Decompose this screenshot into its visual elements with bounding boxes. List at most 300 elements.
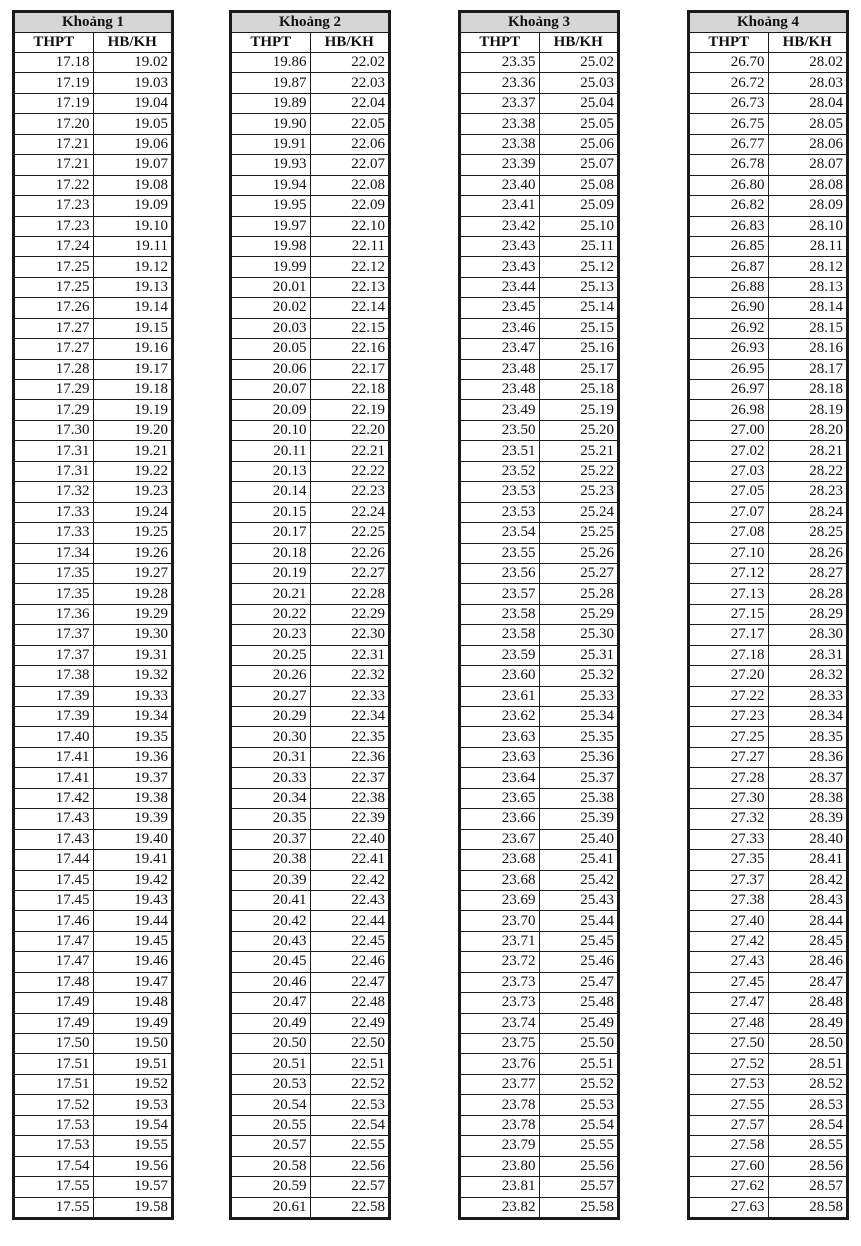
- table-row: [15, 1136, 172, 1156]
- table-row: [15, 850, 172, 870]
- cell-thpt: 20.45: [232, 952, 311, 972]
- cell-thpt: 23.69: [461, 890, 540, 910]
- table-row: [232, 1115, 389, 1135]
- table-row: [690, 1074, 847, 1094]
- cell-thpt: 17.21: [15, 134, 94, 154]
- cell-thpt: 17.45: [15, 870, 94, 890]
- cell-hbkh: 22.10: [310, 216, 389, 236]
- table-row: [15, 1074, 172, 1094]
- cell-hbkh: 28.13: [768, 277, 847, 297]
- cell-hbkh: 19.46: [93, 952, 172, 972]
- cell-hbkh: 19.19: [93, 400, 172, 420]
- cell-thpt: 27.38: [690, 890, 769, 910]
- cell-thpt: 17.27: [15, 339, 94, 359]
- cell-thpt: 17.18: [15, 53, 94, 73]
- cell-hbkh: 28.49: [768, 1013, 847, 1033]
- table-row: [232, 645, 389, 665]
- table-row: [232, 155, 389, 175]
- column-header-thpt: THPT: [461, 33, 540, 53]
- cell-thpt: 23.74: [461, 1013, 540, 1033]
- cell-thpt: 17.48: [15, 972, 94, 992]
- cell-thpt: 27.47: [690, 993, 769, 1013]
- table-row: [690, 461, 847, 481]
- table-row: [232, 461, 389, 481]
- cell-thpt: 26.83: [690, 216, 769, 236]
- table-row: [15, 686, 172, 706]
- cell-hbkh: 28.03: [768, 73, 847, 93]
- cell-thpt: 17.41: [15, 747, 94, 767]
- table-row: [232, 604, 389, 624]
- table-row: [232, 1177, 389, 1197]
- table-row: [15, 1156, 172, 1176]
- cell-hbkh: 22.07: [310, 155, 389, 175]
- cell-thpt: 23.81: [461, 1177, 540, 1197]
- cell-thpt: 20.06: [232, 359, 311, 379]
- table-row: [690, 277, 847, 297]
- table-row: [15, 666, 172, 686]
- table-row: [461, 931, 618, 951]
- cell-hbkh: 22.57: [310, 1177, 389, 1197]
- cell-hbkh: 25.45: [539, 931, 618, 951]
- cell-thpt: 23.57: [461, 584, 540, 604]
- cell-thpt: 27.50: [690, 1034, 769, 1054]
- cell-hbkh: 28.08: [768, 175, 847, 195]
- cell-hbkh: 22.15: [310, 318, 389, 338]
- cell-thpt: 23.47: [461, 339, 540, 359]
- panel-khoang-1: [12, 10, 174, 1220]
- cell-thpt: 27.10: [690, 543, 769, 563]
- table-row: [690, 134, 847, 154]
- cell-hbkh: 22.44: [310, 911, 389, 931]
- cell-hbkh: 28.28: [768, 584, 847, 604]
- table-row: [15, 625, 172, 645]
- table-row: [15, 236, 172, 256]
- table-row: [461, 952, 618, 972]
- table-row: [461, 727, 618, 747]
- cell-thpt: 27.20: [690, 666, 769, 686]
- cell-hbkh: 19.38: [93, 788, 172, 808]
- table-row: [232, 53, 389, 73]
- table-row: [690, 359, 847, 379]
- cell-hbkh: 28.45: [768, 931, 847, 951]
- table-body: [232, 53, 389, 1218]
- cell-hbkh: 28.52: [768, 1074, 847, 1094]
- cell-hbkh: 22.16: [310, 339, 389, 359]
- cell-hbkh: 22.26: [310, 543, 389, 563]
- table-row: [461, 707, 618, 727]
- cell-thpt: 17.33: [15, 502, 94, 522]
- cell-thpt: 17.31: [15, 461, 94, 481]
- cell-thpt: 20.26: [232, 666, 311, 686]
- cell-thpt: 19.87: [232, 73, 311, 93]
- table-row: [461, 298, 618, 318]
- table-row: [461, 809, 618, 829]
- cell-hbkh: 19.49: [93, 1013, 172, 1033]
- cell-thpt: 27.42: [690, 931, 769, 951]
- cell-thpt: 23.80: [461, 1156, 540, 1176]
- table-row: [690, 114, 847, 134]
- cell-thpt: 17.46: [15, 911, 94, 931]
- cell-thpt: 23.58: [461, 604, 540, 624]
- score-table: [689, 12, 847, 1218]
- table-row: [15, 563, 172, 583]
- table-row: [690, 420, 847, 440]
- cell-thpt: 23.78: [461, 1095, 540, 1115]
- table-row: [690, 175, 847, 195]
- cell-thpt: 27.15: [690, 604, 769, 624]
- cell-hbkh: 28.33: [768, 686, 847, 706]
- cell-thpt: 23.38: [461, 114, 540, 134]
- cell-thpt: 17.49: [15, 993, 94, 1013]
- table-row: [232, 257, 389, 277]
- table-row: [690, 625, 847, 645]
- table-row: [461, 1013, 618, 1033]
- cell-hbkh: 25.23: [539, 482, 618, 502]
- table-row: [461, 277, 618, 297]
- cell-thpt: 17.24: [15, 236, 94, 256]
- cell-hbkh: 28.07: [768, 155, 847, 175]
- cell-hbkh: 19.37: [93, 768, 172, 788]
- cell-thpt: 17.49: [15, 1013, 94, 1033]
- cell-thpt: 20.58: [232, 1156, 311, 1176]
- table-row: [232, 298, 389, 318]
- cell-thpt: 20.15: [232, 502, 311, 522]
- cell-hbkh: 22.31: [310, 645, 389, 665]
- cell-hbkh: 22.56: [310, 1156, 389, 1176]
- cell-hbkh: 19.23: [93, 482, 172, 502]
- cell-hbkh: 28.48: [768, 993, 847, 1013]
- table-row: [690, 543, 847, 563]
- cell-thpt: 27.00: [690, 420, 769, 440]
- cell-hbkh: 25.22: [539, 461, 618, 481]
- cell-thpt: 20.07: [232, 380, 311, 400]
- table-row: [690, 1054, 847, 1074]
- cell-hbkh: 19.42: [93, 870, 172, 890]
- table-row: [461, 53, 618, 73]
- cell-thpt: 27.05: [690, 482, 769, 502]
- table-row: [15, 53, 172, 73]
- cell-hbkh: 28.30: [768, 625, 847, 645]
- cell-thpt: 23.58: [461, 625, 540, 645]
- table-row: [232, 318, 389, 338]
- table-row: [232, 482, 389, 502]
- cell-thpt: 27.25: [690, 727, 769, 747]
- cell-hbkh: 28.06: [768, 134, 847, 154]
- table-row: [15, 93, 172, 113]
- cell-hbkh: 19.40: [93, 829, 172, 849]
- cell-thpt: 26.93: [690, 339, 769, 359]
- table-row: [461, 216, 618, 236]
- cell-hbkh: 22.12: [310, 257, 389, 277]
- table-row: [690, 563, 847, 583]
- cell-hbkh: 19.09: [93, 196, 172, 216]
- cell-thpt: 17.22: [15, 175, 94, 195]
- cell-hbkh: 25.20: [539, 420, 618, 440]
- cell-hbkh: 19.39: [93, 809, 172, 829]
- cell-thpt: 17.39: [15, 707, 94, 727]
- table-row: [15, 318, 172, 338]
- table-row: [15, 809, 172, 829]
- cell-thpt: 20.22: [232, 604, 311, 624]
- cell-hbkh: 22.23: [310, 482, 389, 502]
- cell-hbkh: 22.11: [310, 236, 389, 256]
- table-row: [232, 1136, 389, 1156]
- cell-hbkh: 25.07: [539, 155, 618, 175]
- cell-thpt: 17.23: [15, 216, 94, 236]
- cell-thpt: 20.09: [232, 400, 311, 420]
- table-row: [690, 216, 847, 236]
- cell-thpt: 27.45: [690, 972, 769, 992]
- cell-hbkh: 22.32: [310, 666, 389, 686]
- cell-thpt: 26.98: [690, 400, 769, 420]
- table-row: [461, 73, 618, 93]
- table-row: [461, 523, 618, 543]
- table-row: [690, 972, 847, 992]
- cell-thpt: 27.60: [690, 1156, 769, 1176]
- table-row: [461, 645, 618, 665]
- cell-hbkh: 19.48: [93, 993, 172, 1013]
- cell-thpt: 17.53: [15, 1136, 94, 1156]
- cell-thpt: 26.92: [690, 318, 769, 338]
- table-row: [15, 584, 172, 604]
- table-row: [461, 543, 618, 563]
- table-row: [461, 441, 618, 461]
- cell-thpt: 20.27: [232, 686, 311, 706]
- cell-hbkh: 25.33: [539, 686, 618, 706]
- cell-thpt: 19.95: [232, 196, 311, 216]
- cell-thpt: 26.87: [690, 257, 769, 277]
- cell-thpt: 27.37: [690, 870, 769, 890]
- cell-hbkh: 25.14: [539, 298, 618, 318]
- cell-hbkh: 19.41: [93, 850, 172, 870]
- cell-hbkh: 19.36: [93, 747, 172, 767]
- table-row: [690, 523, 847, 543]
- cell-thpt: 23.50: [461, 420, 540, 440]
- cell-hbkh: 28.51: [768, 1054, 847, 1074]
- cell-thpt: 20.61: [232, 1197, 311, 1217]
- cell-thpt: 26.80: [690, 175, 769, 195]
- table-row: [15, 890, 172, 910]
- table-row: [15, 707, 172, 727]
- table-body: [461, 53, 618, 1218]
- cell-thpt: 23.43: [461, 257, 540, 277]
- cell-hbkh: 19.53: [93, 1095, 172, 1115]
- cell-thpt: 17.27: [15, 318, 94, 338]
- cell-thpt: 23.44: [461, 277, 540, 297]
- cell-hbkh: 25.50: [539, 1034, 618, 1054]
- cell-thpt: 26.70: [690, 53, 769, 73]
- table-row: [15, 441, 172, 461]
- cell-hbkh: 22.09: [310, 196, 389, 216]
- cell-hbkh: 22.06: [310, 134, 389, 154]
- cell-hbkh: 19.31: [93, 645, 172, 665]
- cell-thpt: 17.34: [15, 543, 94, 563]
- table-row: [15, 277, 172, 297]
- cell-hbkh: 19.22: [93, 461, 172, 481]
- cell-hbkh: 25.48: [539, 993, 618, 1013]
- cell-thpt: 27.57: [690, 1115, 769, 1135]
- cell-hbkh: 22.22: [310, 461, 389, 481]
- cell-hbkh: 25.47: [539, 972, 618, 992]
- cell-hbkh: 25.21: [539, 441, 618, 461]
- cell-hbkh: 22.18: [310, 380, 389, 400]
- cell-hbkh: 22.04: [310, 93, 389, 113]
- cell-thpt: 20.11: [232, 441, 311, 461]
- cell-hbkh: 28.37: [768, 768, 847, 788]
- cell-thpt: 20.31: [232, 747, 311, 767]
- table-row: [232, 829, 389, 849]
- cell-thpt: 27.30: [690, 788, 769, 808]
- cell-thpt: 20.46: [232, 972, 311, 992]
- table-row: [232, 1095, 389, 1115]
- table-row: [690, 707, 847, 727]
- cell-thpt: 17.19: [15, 93, 94, 113]
- panel-khoang-2: [229, 10, 391, 1220]
- cell-thpt: 23.52: [461, 461, 540, 481]
- cell-thpt: 23.45: [461, 298, 540, 318]
- cell-thpt: 17.32: [15, 482, 94, 502]
- cell-hbkh: 28.26: [768, 543, 847, 563]
- table-row: [232, 747, 389, 767]
- cell-thpt: 19.90: [232, 114, 311, 134]
- table-row: [690, 1034, 847, 1054]
- table-row: [232, 911, 389, 931]
- cell-thpt: 27.13: [690, 584, 769, 604]
- cell-hbkh: 22.13: [310, 277, 389, 297]
- table-row: [690, 1156, 847, 1176]
- cell-thpt: 23.79: [461, 1136, 540, 1156]
- table-row: [15, 1054, 172, 1074]
- cell-thpt: 27.40: [690, 911, 769, 931]
- cell-thpt: 20.19: [232, 563, 311, 583]
- cell-thpt: 20.50: [232, 1034, 311, 1054]
- cell-thpt: 17.54: [15, 1156, 94, 1176]
- cell-thpt: 23.42: [461, 216, 540, 236]
- cell-thpt: 17.26: [15, 298, 94, 318]
- cell-hbkh: 28.39: [768, 809, 847, 829]
- cell-hbkh: 19.17: [93, 359, 172, 379]
- cell-hbkh: 28.18: [768, 380, 847, 400]
- cell-thpt: 17.29: [15, 380, 94, 400]
- cell-hbkh: 28.21: [768, 441, 847, 461]
- table-row: [232, 1034, 389, 1054]
- cell-thpt: 23.61: [461, 686, 540, 706]
- table-row: [232, 768, 389, 788]
- table-row: [690, 911, 847, 931]
- table-row: [15, 420, 172, 440]
- cell-hbkh: 25.34: [539, 707, 618, 727]
- table-row: [461, 686, 618, 706]
- cell-hbkh: 25.43: [539, 890, 618, 910]
- table-row: [461, 400, 618, 420]
- table-row: [461, 134, 618, 154]
- table-row: [232, 727, 389, 747]
- cell-hbkh: 22.43: [310, 890, 389, 910]
- cell-hbkh: 28.11: [768, 236, 847, 256]
- table-row: [232, 134, 389, 154]
- cell-hbkh: 19.34: [93, 707, 172, 727]
- cell-hbkh: 25.44: [539, 911, 618, 931]
- cell-hbkh: 25.17: [539, 359, 618, 379]
- cell-thpt: 17.44: [15, 850, 94, 870]
- cell-hbkh: 25.24: [539, 502, 618, 522]
- table-row: [15, 523, 172, 543]
- table-row: [15, 502, 172, 522]
- table-row: [232, 1054, 389, 1074]
- table-row: [232, 277, 389, 297]
- cell-thpt: 19.99: [232, 257, 311, 277]
- cell-thpt: 27.63: [690, 1197, 769, 1217]
- table-row: [461, 563, 618, 583]
- table-row: [15, 1177, 172, 1197]
- cell-hbkh: 28.54: [768, 1115, 847, 1135]
- table-row: [232, 380, 389, 400]
- cell-hbkh: 28.15: [768, 318, 847, 338]
- table-row: [690, 727, 847, 747]
- table-row: [461, 339, 618, 359]
- cell-hbkh: 22.41: [310, 850, 389, 870]
- cell-hbkh: 25.41: [539, 850, 618, 870]
- cell-hbkh: 22.33: [310, 686, 389, 706]
- cell-thpt: 23.53: [461, 482, 540, 502]
- table-row: [232, 686, 389, 706]
- cell-thpt: 26.90: [690, 298, 769, 318]
- cell-hbkh: 19.57: [93, 1177, 172, 1197]
- cell-thpt: 23.76: [461, 1054, 540, 1074]
- cell-hbkh: 28.12: [768, 257, 847, 277]
- cell-thpt: 17.20: [15, 114, 94, 134]
- cell-thpt: 17.40: [15, 727, 94, 747]
- cell-hbkh: 19.21: [93, 441, 172, 461]
- cell-hbkh: 28.22: [768, 461, 847, 481]
- table-row: [690, 502, 847, 522]
- cell-thpt: 17.51: [15, 1054, 94, 1074]
- cell-thpt: 23.53: [461, 502, 540, 522]
- cell-thpt: 23.36: [461, 73, 540, 93]
- table-row: [461, 1115, 618, 1135]
- table-row: [232, 788, 389, 808]
- cell-hbkh: 28.16: [768, 339, 847, 359]
- cell-hbkh: 22.50: [310, 1034, 389, 1054]
- cell-thpt: 23.48: [461, 380, 540, 400]
- score-table: [231, 12, 389, 1218]
- cell-thpt: 23.73: [461, 993, 540, 1013]
- cell-hbkh: 25.39: [539, 809, 618, 829]
- table-row: [15, 931, 172, 951]
- cell-thpt: 19.98: [232, 236, 311, 256]
- panel-title: Khoảng 4: [690, 13, 847, 33]
- table-row: [232, 850, 389, 870]
- cell-hbkh: 25.38: [539, 788, 618, 808]
- cell-hbkh: 19.26: [93, 543, 172, 563]
- cell-thpt: 20.23: [232, 625, 311, 645]
- panel-title: Khoảng 2: [232, 13, 389, 33]
- table-row: [690, 298, 847, 318]
- cell-hbkh: 28.04: [768, 93, 847, 113]
- cell-thpt: 23.68: [461, 850, 540, 870]
- cell-thpt: 17.55: [15, 1177, 94, 1197]
- cell-hbkh: 28.05: [768, 114, 847, 134]
- table-row: [232, 359, 389, 379]
- cell-thpt: 20.47: [232, 993, 311, 1013]
- table-row: [461, 482, 618, 502]
- table-row: [690, 73, 847, 93]
- table-row: [461, 257, 618, 277]
- cell-thpt: 17.25: [15, 257, 94, 277]
- cell-hbkh: 28.20: [768, 420, 847, 440]
- cell-hbkh: 22.39: [310, 809, 389, 829]
- cell-thpt: 17.50: [15, 1034, 94, 1054]
